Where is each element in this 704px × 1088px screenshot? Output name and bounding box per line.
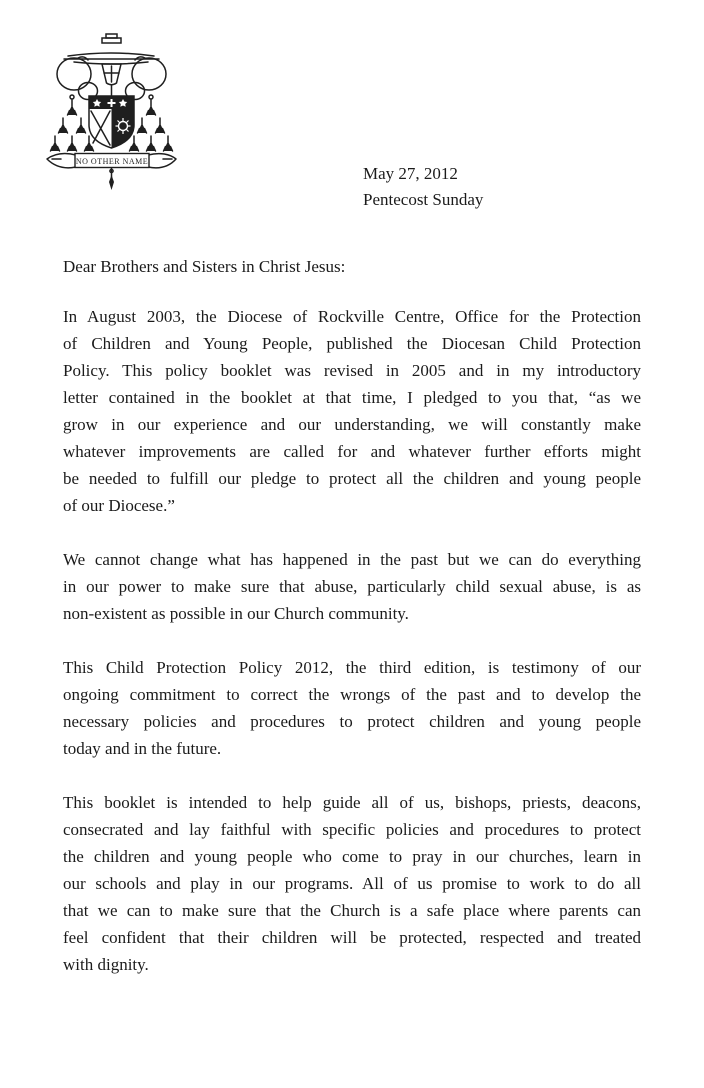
processional-cross-icon	[102, 64, 121, 97]
paragraph-line: today and in the future.	[63, 739, 222, 758]
diocese-coat-of-arms-icon	[44, 33, 179, 191]
paragraph-line: be needed to fulfill our pledge to protect all the children and young people	[63, 469, 641, 488]
paragraph-line: grow in our experience and our understanding, we will constantly make	[63, 415, 641, 434]
letter-occasion: Pentecost Sunday	[363, 190, 484, 209]
paragraph-line: the children and young people who come to pray in our churches, learn in	[63, 847, 641, 866]
paragraph	[63, 303, 641, 519]
paragraph-line: This booklet is intended to help guide all of us, bishops, priests, deacons,	[63, 793, 641, 812]
letter-body	[63, 303, 641, 1005]
paragraph-line: consecrated and lay faithful with specific policies and procedures to protect	[63, 820, 641, 839]
motto-banner	[47, 154, 176, 168]
paragraph-line: whatever improvements are called for and whatever further efforts might	[63, 442, 641, 461]
salutation: Dear Brothers and Sisters in Christ Jesus:	[63, 257, 346, 276]
paragraph-line: in our power to make sure that abuse, particularly child sexual abuse, is as	[63, 577, 641, 596]
paragraph-line: with dignity.	[63, 955, 149, 974]
paragraph-line: of Children and Young People, published the Diocesan Child Protection	[63, 334, 641, 353]
paragraph-line: non-existent as possible in our Church community.	[63, 604, 409, 623]
letter-date: May 27, 2012	[363, 164, 458, 183]
left-tassels-icon	[51, 95, 94, 151]
paragraph-line: our schools and play in our programs. All of us promise to work to do all	[63, 874, 641, 893]
paragraph-line: feel confident that their children will be protected, respected and treated	[63, 928, 641, 947]
paragraph-line: Policy. This policy booklet was revised in 2005 and in my introductory	[63, 361, 641, 380]
paragraph-line: that we can to make sure that the Church is a safe place where parents can	[63, 901, 641, 920]
cross-tail-icon	[109, 168, 114, 190]
paragraph-line: necessary policies and procedures to protect children and young people	[63, 712, 641, 731]
right-tassels-icon	[130, 95, 173, 151]
paragraph-line: of our Diocese.”	[63, 496, 175, 515]
paragraph-line: ongoing commitment to correct the wrongs of the past and to develop the	[63, 685, 641, 704]
paragraph-line: letter contained in the booklet at that time, I pledged to you that, “as we	[63, 388, 641, 407]
shield-icon	[89, 96, 134, 148]
paragraph	[63, 546, 641, 627]
paragraph-line: In August 2003, the Diocese of Rockville Centre, Office for the Protection	[63, 307, 641, 326]
motto-text: NO OTHER NAME	[75, 157, 149, 166]
paragraph-line: We cannot change what has happened in the past but we can do everything	[63, 550, 641, 569]
paragraph	[63, 654, 641, 762]
dateline-block	[363, 161, 483, 213]
galero-hat-icon	[64, 34, 159, 64]
paragraph	[63, 789, 641, 978]
paragraph-line: This Child Protection Policy 2012, the third edition, is testimony of our	[63, 658, 641, 677]
